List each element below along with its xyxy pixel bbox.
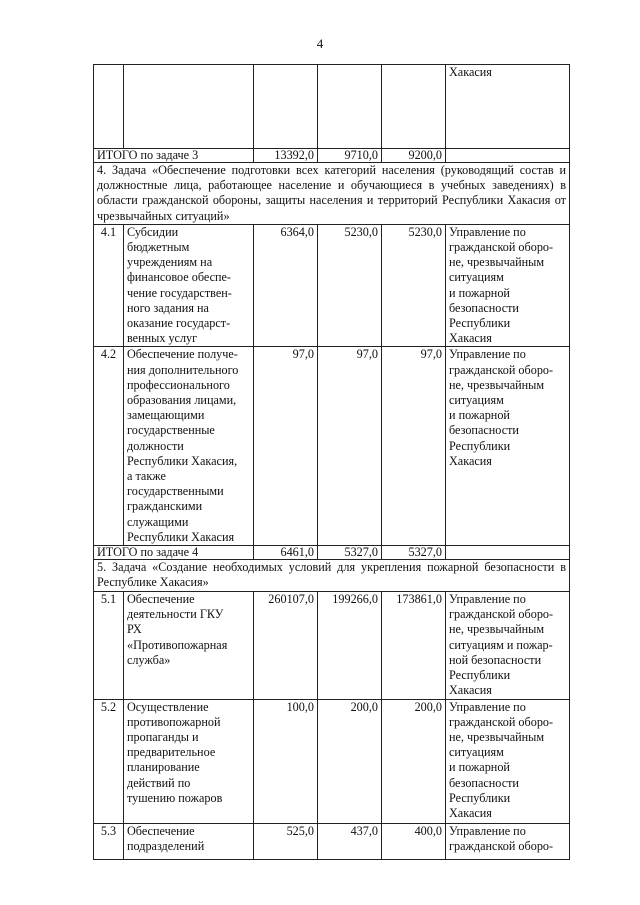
total-value: 13392,0 [254,149,318,163]
responsible-cell: Управление по гражданской оборо- не, чрезвычайным ситуациям и пожарной безопасности Республики Хакасия [446,699,570,823]
budget-table [93,64,570,860]
task-4-total-row [94,546,570,560]
measure-name-cell [124,65,254,149]
total-label: ИТОГО по задаче 3 [94,149,254,163]
value-cell: 97,0 [382,347,446,546]
total-label: ИТОГО по задаче 4 [94,546,254,560]
task-4-title: 4. Задача «Обеспечение подготовки всех категорий населения (руководящий состав и должностные лица, работающее население и обучающиеся в учебных заведениях) в области гражданской обороны, защиты населения и территорий Республики Хакасия от чрезвычайных ситуаций» [94,163,570,225]
responsible-cell: Управление по гражданской оборо- [446,823,570,859]
task-4-header-row [94,163,570,225]
empty-cell [446,546,570,560]
measure-name: Субсидии бюджетным учреждениям на финансовое обеспе- чение государствен- ного задания на оказание государст- венных услуг [124,224,254,347]
value-cell: 199266,0 [318,592,382,699]
value-cell: 260107,0 [254,592,318,699]
measure-name: Осуществление противопожарной пропаганды и предварительное планирование действий по тушению пожаров [124,699,254,823]
table-row [94,347,570,546]
value-cell: 173861,0 [382,592,446,699]
task-3-total-row [94,149,570,163]
empty-cell [446,149,570,163]
value-cell: 200,0 [382,699,446,823]
value-cell [318,65,382,149]
measure-name: Обеспечение получе- ния дополнительного профессионального образования лицами, замещающими государственные должности Республики Хакасия, а также государственными гражданскими служащими Республики Хакасия [124,347,254,546]
row-number-cell [94,65,124,149]
total-value: 5327,0 [382,546,446,560]
table-row [94,65,570,149]
row-number: 5.2 [94,699,124,823]
table-row [94,823,570,859]
task-5-header-row [94,560,570,592]
row-number: 5.3 [94,823,124,859]
page-number: 4 [316,36,324,51]
total-value: 6461,0 [254,546,318,560]
row-number: 4.2 [94,347,124,546]
responsible-cell: Хакасия [446,65,570,149]
row-number: 4.1 [94,224,124,347]
value-cell: 5230,0 [318,224,382,347]
value-cell: 525,0 [254,823,318,859]
value-cell: 400,0 [382,823,446,859]
responsible-cell: Управление по гражданской оборо- не, чрезвычайным ситуациям и пожарной безопасности Республики Хакасия [446,224,570,347]
task-5-title: 5. Задача «Создание необходимых условий для укрепления пожарной безопасности в Республике Хакасия» [94,560,570,592]
total-value: 5327,0 [318,546,382,560]
measure-name: Обеспечение деятельности ГКУ РХ «Противопожарная служба» [124,592,254,699]
value-cell [254,65,318,149]
value-cell: 5230,0 [382,224,446,347]
table-row [94,224,570,347]
value-cell [382,65,446,149]
value-cell: 100,0 [254,699,318,823]
responsible-cell: Управление по гражданской оборо- не, чрезвычайным ситуациям и пожар- ной безопасности Республики Хакасия [446,592,570,699]
table-row [94,699,570,823]
value-cell: 97,0 [254,347,318,546]
responsible-cell: Управление по гражданской оборо- не, чрезвычайным ситуациям и пожарной безопасности Республики Хакасия [446,347,570,546]
row-number: 5.1 [94,592,124,699]
value-cell: 6364,0 [254,224,318,347]
value-cell: 97,0 [318,347,382,546]
value-cell: 200,0 [318,699,382,823]
total-value: 9200,0 [382,149,446,163]
measure-name: Обеспечение подразделений [124,823,254,859]
total-value: 9710,0 [318,149,382,163]
table-row [94,592,570,699]
value-cell: 437,0 [318,823,382,859]
